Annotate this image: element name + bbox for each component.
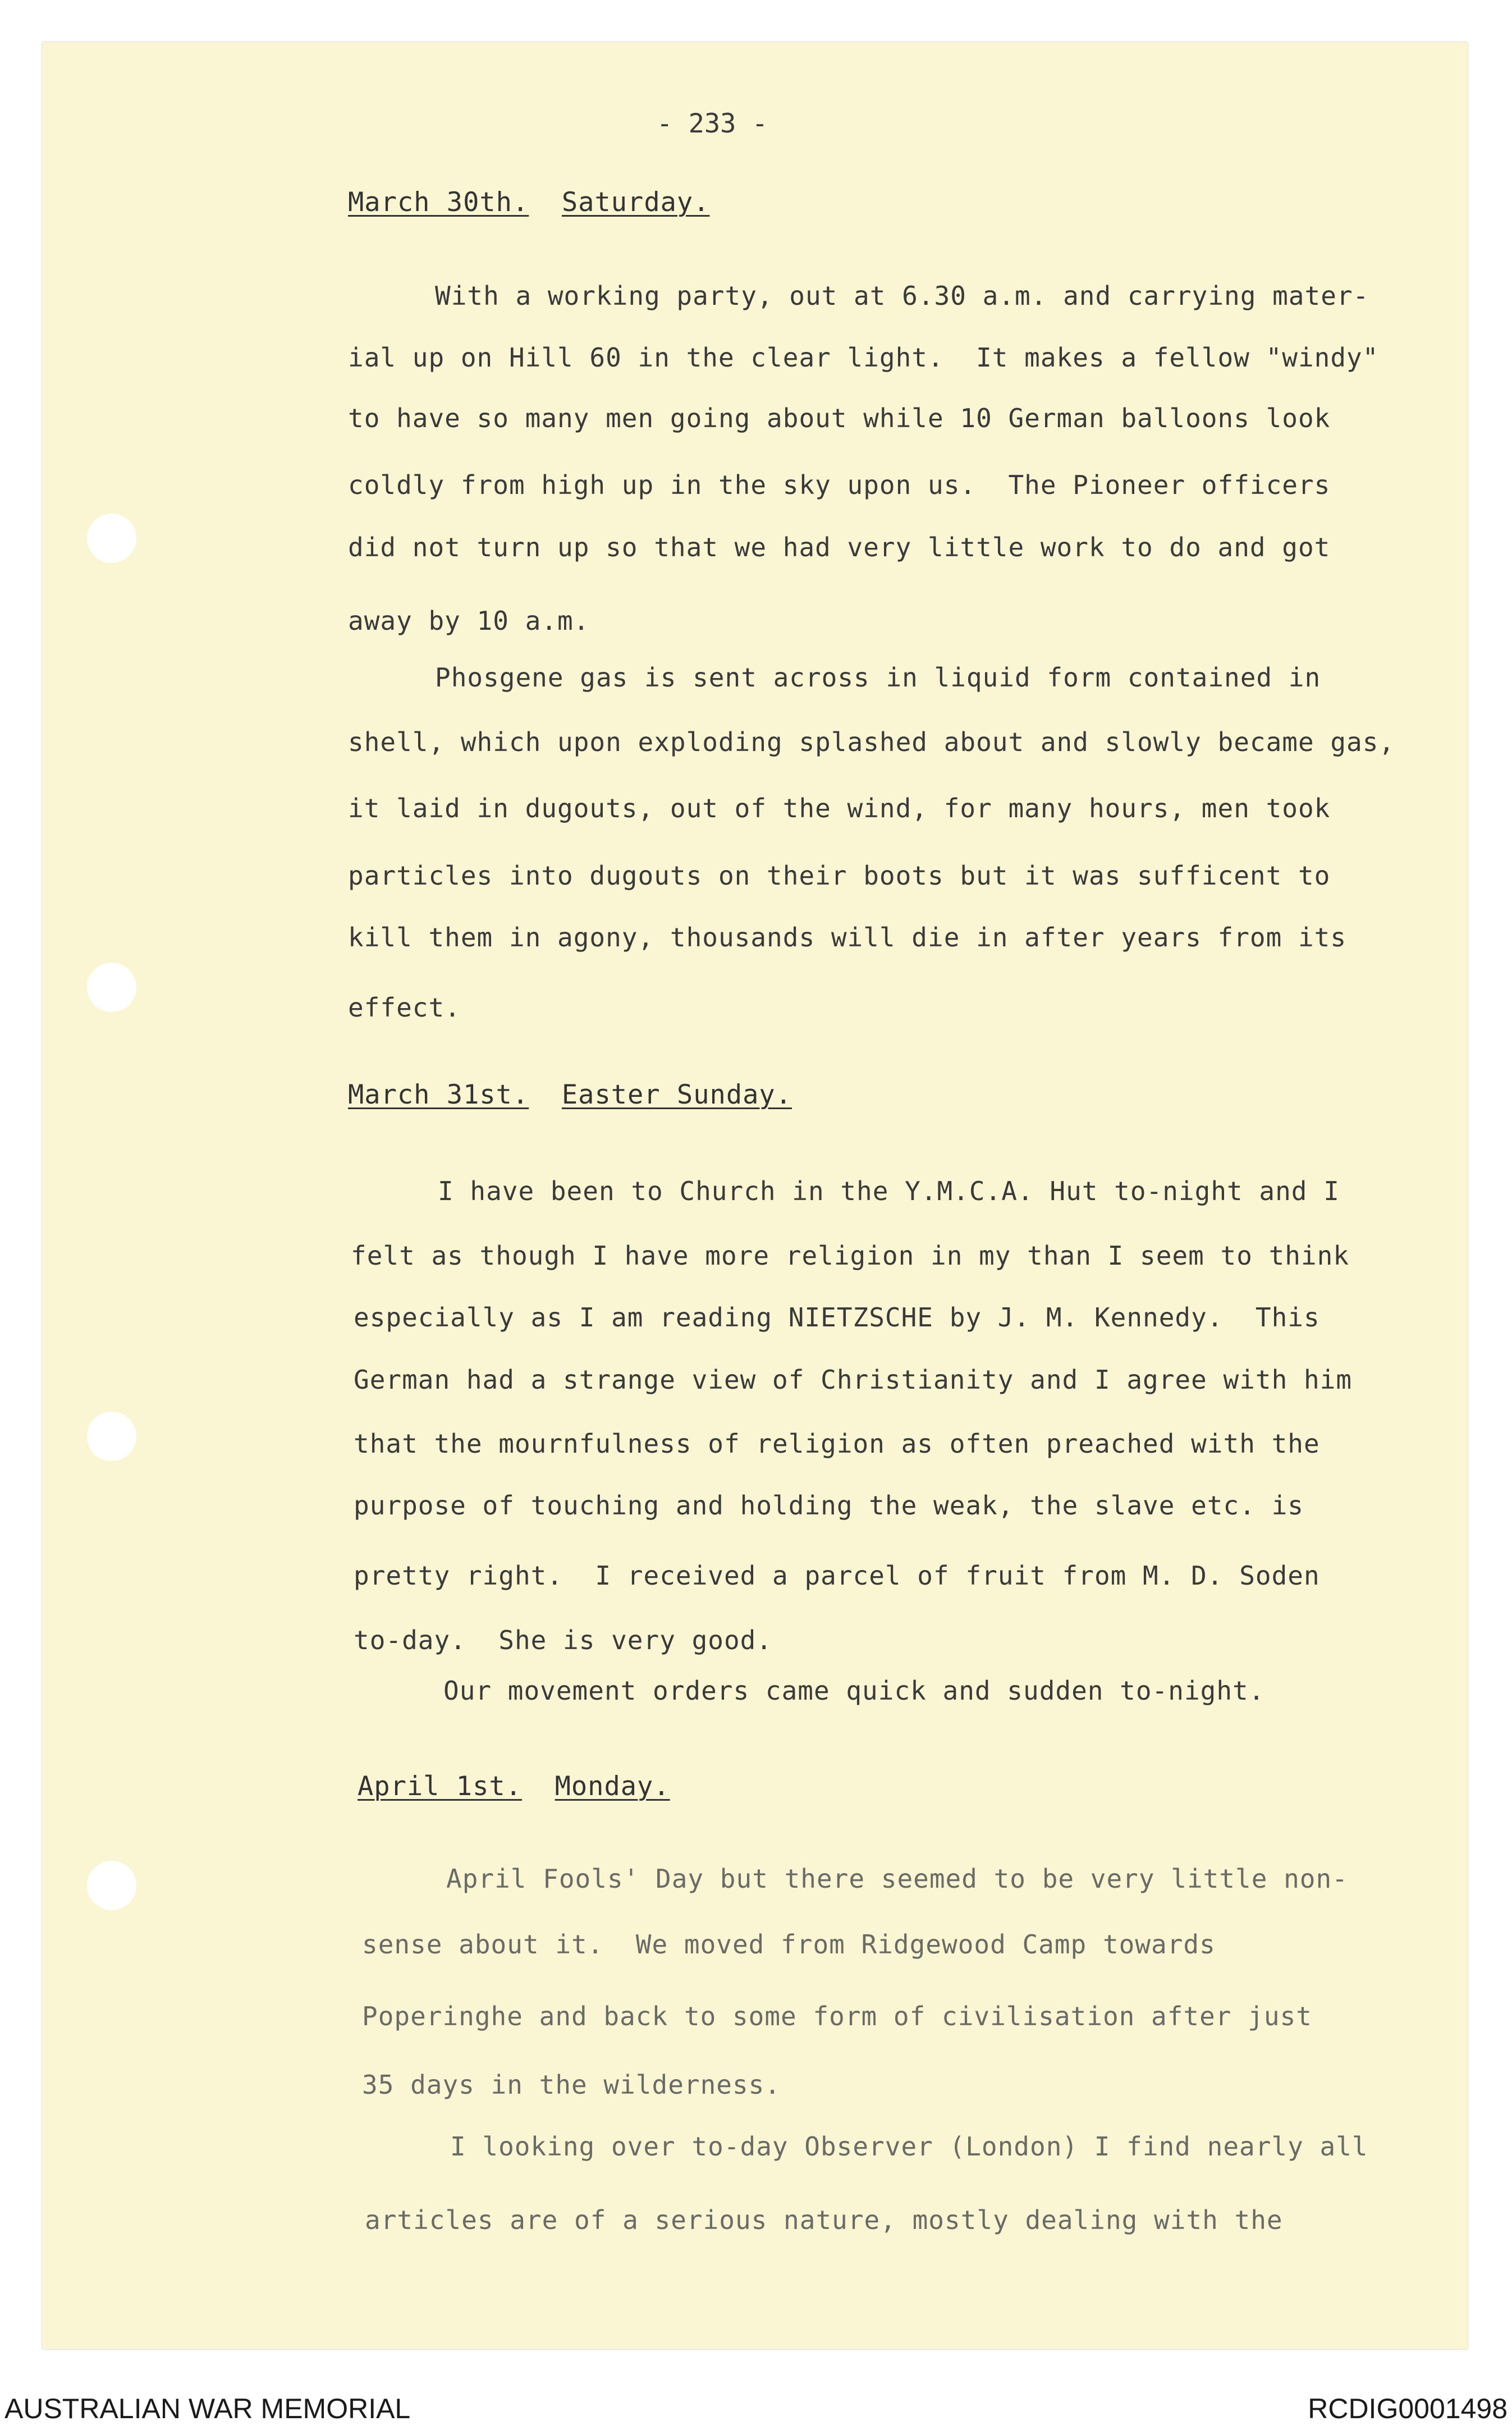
entry-date: March 30th. xyxy=(348,187,529,218)
entry-heading xyxy=(358,1771,670,1802)
text-line: purpose of touching and holding the weak, the slave etc. is xyxy=(354,1490,1304,1521)
punch-hole xyxy=(87,963,136,1012)
page-number: - 233 - xyxy=(657,108,768,139)
text-line: German had a strange view of Christianity and I agree with him xyxy=(354,1365,1353,1395)
text-line: I have been to Church in the Y.M.C.A. Hut to-night and I xyxy=(438,1176,1340,1206)
entry-heading xyxy=(348,1079,792,1110)
text-line: to have so many men going about while 10 German balloons look xyxy=(348,403,1331,433)
punch-hole xyxy=(87,1412,136,1461)
text-line: articles are of a serious nature, mostly dealing with the xyxy=(365,2205,1283,2235)
text-line: especially as I am reading NIETZSCHE by J. M. Kennedy. This xyxy=(354,1302,1320,1333)
text-line: particles into dugouts on their boots but it was sufficent to xyxy=(348,861,1331,891)
punch-hole xyxy=(87,1861,136,1910)
text-line: effect. xyxy=(348,992,461,1023)
text-line: kill them in agony, thousands will die in after years from its xyxy=(348,922,1347,953)
text-line: to-day. She is very good. xyxy=(354,1625,773,1655)
text-line: sense about it. We moved from Ridgewood Camp towards xyxy=(362,1929,1216,1960)
text-line: 35 days in the wilderness. xyxy=(362,2070,781,2100)
text-line: Phosgene gas is sent across in liquid form contained in xyxy=(435,662,1321,693)
text-line: coldly from high up in the sky upon us. The Pioneer officers xyxy=(348,470,1331,500)
text-line: felt as though I have more religion in my than I seem to think xyxy=(351,1241,1350,1271)
text-line: away by 10 a.m. xyxy=(348,606,590,636)
text-line: did not turn up so that we had very little work to do and got xyxy=(348,532,1331,562)
text-line: Our movement orders came quick and sudden to-night. xyxy=(443,1676,1265,1706)
entry-day: Easter Sunday. xyxy=(561,1079,792,1110)
punch-hole xyxy=(87,514,136,563)
document-page xyxy=(42,42,1468,2349)
entry-date: March 31st. xyxy=(348,1079,529,1110)
text-line: ial up on Hill 60 in the clear light. It makes a fellow "windy" xyxy=(348,342,1379,373)
text-line: pretty right. I received a parcel of fruit from M. D. Soden xyxy=(354,1560,1320,1591)
text-line: With a working party, out at 6.30 a.m. and carrying mater- xyxy=(435,281,1369,311)
entry-day: Monday. xyxy=(555,1771,670,1802)
text-line: Poperinghe and back to some form of civilisation after just xyxy=(362,2001,1312,2031)
entry-heading xyxy=(348,187,710,218)
text-line: that the mournfulness of religion as often preached with the xyxy=(354,1429,1320,1459)
text-line: April Fools' Day but there seemed to be very little non- xyxy=(446,1864,1348,1894)
entry-day: Saturday. xyxy=(561,187,710,218)
entry-date: April 1st. xyxy=(358,1771,522,1802)
footer-record-id: RCDIG0001498 xyxy=(1308,2393,1508,2424)
text-line: I looking over to-day Observer (London) I find nearly all xyxy=(450,2131,1368,2162)
text-line: it laid in dugouts, out of the wind, for many hours, men took xyxy=(348,793,1331,823)
footer-institution: AUSTRALIAN WAR MEMORIAL xyxy=(4,2393,411,2424)
text-line: shell, which upon exploding splashed about and slowly became gas, xyxy=(348,727,1395,757)
